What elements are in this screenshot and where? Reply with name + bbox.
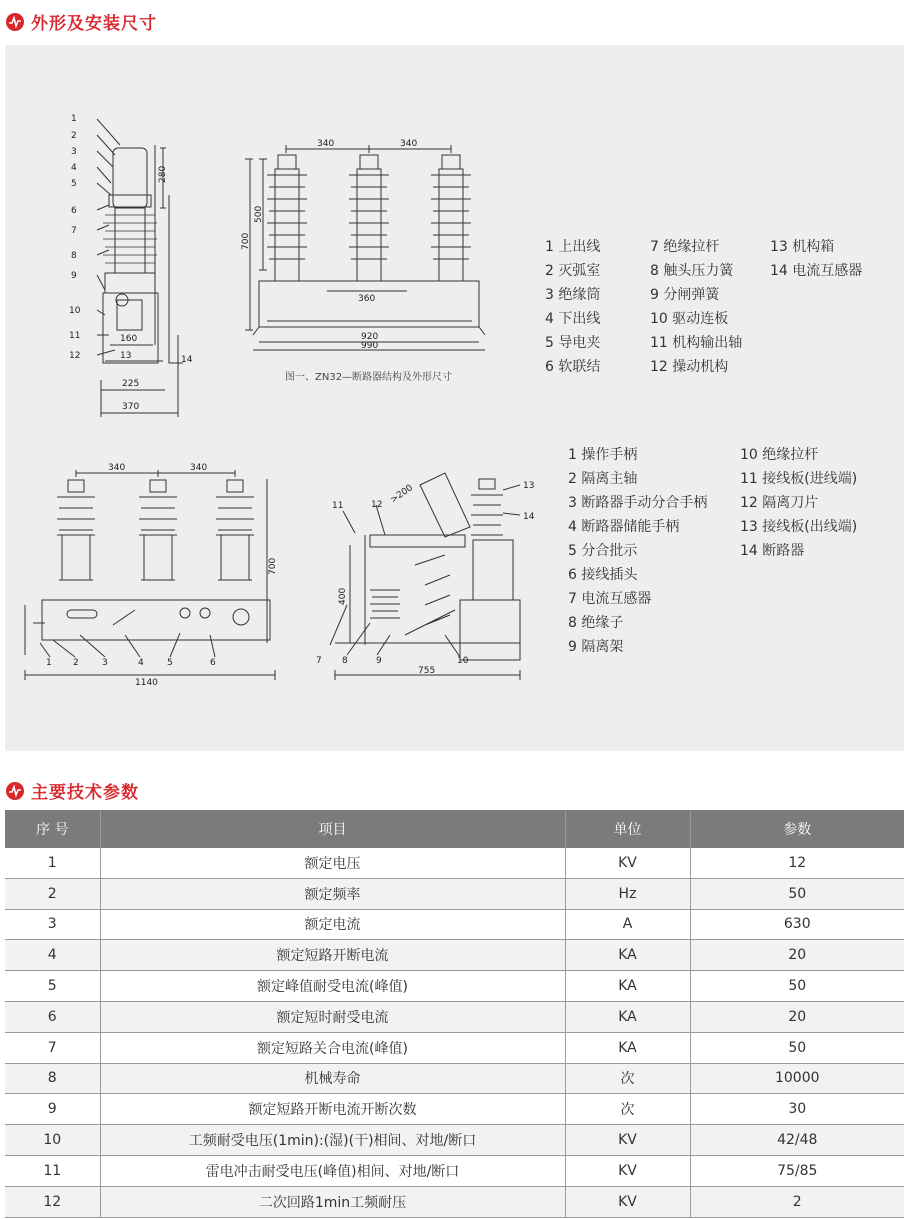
table-row <box>5 971 904 1002</box>
table-row <box>5 940 904 971</box>
fig4-dim: 755 <box>418 666 436 676</box>
fig1-label: 9 <box>71 271 77 281</box>
fig2-dim: 340 <box>400 139 418 149</box>
fig4-label: 11 <box>332 501 344 511</box>
table-cell: 额定短路开断电流开断次数 <box>100 1094 565 1125</box>
legend-item: 8 绝缘子 <box>568 615 624 631</box>
legend-item: 14 断路器 <box>740 543 805 559</box>
legend-item: 7 绝缘拉杆 <box>650 239 720 255</box>
table-cell: 2 <box>690 1186 904 1217</box>
table-row <box>5 909 904 940</box>
legend-item: 3 断路器手动分合手柄 <box>568 495 708 511</box>
fig3-label: 5 <box>167 658 173 668</box>
table-row <box>5 1032 904 1063</box>
legend-item: 4 下出线 <box>545 311 601 327</box>
table-cell: 6 <box>5 1001 100 1032</box>
fig3-label: 1 <box>46 658 52 668</box>
legend-item: 11 接线板(进线端) <box>740 471 858 487</box>
table-row <box>5 848 904 878</box>
fig1-label: 8 <box>71 251 77 261</box>
table-cell: KA <box>565 1001 690 1032</box>
fig4-dim: 400 <box>338 587 348 605</box>
table-cell: 雷电冲击耐受电压(峰值)相间、对地/断口 <box>100 1155 565 1186</box>
fig1-label: 14 <box>181 355 193 365</box>
table-cell: 额定短时耐受电流 <box>100 1001 565 1032</box>
section-header-dimensions <box>6 9 157 34</box>
legend-item: 4 断路器储能手柄 <box>568 519 680 535</box>
column-header: 项目 <box>100 810 565 848</box>
fig2-dim: 920 <box>361 332 379 342</box>
table-cell: 30 <box>690 1094 904 1125</box>
legend-item: 11 机构输出轴 <box>650 335 743 351</box>
legend-item: 1 操作手柄 <box>568 447 638 463</box>
figure-caption: 图一、ZN32—断路器结构及外形尺寸 <box>285 372 453 383</box>
fig3-label: 6 <box>210 658 216 668</box>
fig1-label: 3 <box>71 147 77 157</box>
table-cell: 额定频率 <box>100 878 565 909</box>
fig3-label: 2 <box>73 658 79 668</box>
fig1-label: 4 <box>71 163 77 173</box>
legend-item: 12 隔离刀片 <box>740 495 819 511</box>
fig1-label: 11 <box>69 331 81 341</box>
table-cell: 20 <box>690 1001 904 1032</box>
table-cell: 10 <box>5 1125 100 1156</box>
legend-item: 13 接线板(出线端) <box>740 519 858 535</box>
pulse-icon <box>6 13 24 31</box>
table-cell: 工频耐受电压(1min):(湿)(干)相间、对地/断口 <box>100 1125 565 1156</box>
table-row <box>5 1094 904 1125</box>
section-title: 外形及安装尺寸 <box>31 14 157 34</box>
table-cell: 75/85 <box>690 1155 904 1186</box>
legend-item: 5 分合批示 <box>568 543 638 559</box>
fig4-label: 14 <box>523 512 535 522</box>
figure-front-view <box>245 145 485 350</box>
fig1-label: 7 <box>71 226 77 236</box>
table-cell: 8 <box>5 1063 100 1094</box>
figure-side-view <box>97 119 183 417</box>
table-cell: KA <box>565 940 690 971</box>
fig4-label: 8 <box>342 656 348 666</box>
table-row <box>5 878 904 909</box>
legend-item: 2 隔离主轴 <box>568 471 638 487</box>
column-header: 参数 <box>690 810 904 848</box>
table-cell: 额定短路关合电流(峰值) <box>100 1032 565 1063</box>
legend-item: 1 上出线 <box>545 239 601 255</box>
fig3-dim: 700 <box>268 557 278 575</box>
table-cell: 4 <box>5 940 100 971</box>
fig2-dim: 360 <box>358 294 376 304</box>
fig4-label: 9 <box>376 656 382 666</box>
table-cell: 次 <box>565 1094 690 1125</box>
fig4-dim: >200 <box>388 483 415 506</box>
fig2-dim: 340 <box>317 139 335 149</box>
fig1-dim: 370 <box>122 402 140 412</box>
table-cell: A <box>565 909 690 940</box>
legend-item: 12 操动机构 <box>650 359 729 375</box>
table-row <box>5 1001 904 1032</box>
legend-item: 10 绝缘拉杆 <box>740 447 819 463</box>
section-header-parameters <box>6 778 139 803</box>
table-cell: 额定电压 <box>100 848 565 878</box>
fig1-dim: 225 <box>122 379 140 389</box>
fig1-label: 10 <box>69 306 81 316</box>
table-header-row <box>5 810 904 848</box>
table-cell: 7 <box>5 1032 100 1063</box>
table-cell: KV <box>565 848 690 878</box>
table-cell: 1 <box>5 848 100 878</box>
legend-isolator <box>568 443 898 663</box>
figure-isolator-side <box>330 473 520 680</box>
table-cell: KV <box>565 1155 690 1186</box>
table-cell: KV <box>565 1186 690 1217</box>
fig1-label: 6 <box>71 206 77 216</box>
fig1-label: 1 <box>71 114 77 124</box>
legend-item: 13 机构箱 <box>770 239 835 255</box>
table-cell: KA <box>565 1032 690 1063</box>
table-cell: 9 <box>5 1094 100 1125</box>
fig3-dim: 340 <box>108 463 126 473</box>
legend-item: 7 电流互感器 <box>568 591 652 607</box>
table-cell: 50 <box>690 1032 904 1063</box>
table-cell: 额定短路开断电流 <box>100 940 565 971</box>
fig4-label: 10 <box>457 656 469 666</box>
table-cell: 2 <box>5 878 100 909</box>
legend-item: 10 驱动连板 <box>650 311 729 327</box>
legend-item: 14 电流互感器 <box>770 263 863 279</box>
table-cell: KV <box>565 1125 690 1156</box>
table-cell: 20 <box>690 940 904 971</box>
legend-item: 3 绝缘筒 <box>545 287 601 303</box>
table-cell: 二次回路1min工频耐压 <box>100 1186 565 1217</box>
table-cell: 50 <box>690 878 904 909</box>
table-row <box>5 1063 904 1094</box>
table-cell: 50 <box>690 971 904 1002</box>
legend-item: 2 灭弧室 <box>545 263 601 279</box>
table-cell: 10000 <box>690 1063 904 1094</box>
column-header: 序 号 <box>5 810 100 848</box>
table-cell: 12 <box>690 848 904 878</box>
legend-item: 9 隔离架 <box>568 639 624 655</box>
fig2-dim: 500 <box>254 205 264 223</box>
table-cell: 11 <box>5 1155 100 1186</box>
fig3-dim: 340 <box>190 463 208 473</box>
fig2-dim: 700 <box>241 232 251 250</box>
fig4-label: 12 <box>371 500 383 510</box>
legend-item: 8 触头压力簧 <box>650 263 734 279</box>
table-cell: 机械寿命 <box>100 1063 565 1094</box>
table-row <box>5 1186 904 1217</box>
pulse-icon <box>6 782 24 800</box>
fig3-dim: 1140 <box>135 678 158 688</box>
fig1-label: 2 <box>71 131 77 141</box>
table-cell: 12 <box>5 1186 100 1217</box>
legend-item: 9 分闸弹簧 <box>650 287 720 303</box>
table-row <box>5 1125 904 1156</box>
figure-isolator-front <box>25 470 275 680</box>
fig1-label: 12 <box>69 351 81 361</box>
table-cell: 3 <box>5 909 100 940</box>
fig1-dim: 160 <box>120 334 138 344</box>
drawing-panel <box>5 45 904 751</box>
table-cell: 42/48 <box>690 1125 904 1156</box>
table-cell: 额定电流 <box>100 909 565 940</box>
table-row <box>5 1155 904 1186</box>
table-cell: 次 <box>565 1063 690 1094</box>
legend-item: 6 接线插头 <box>568 567 638 583</box>
fig1-dim: 280 <box>158 165 168 183</box>
fig4-label: 7 <box>316 656 322 666</box>
section-title: 主要技术参数 <box>31 783 139 803</box>
fig1-dim: 13 <box>120 351 132 361</box>
table-cell: 额定峰值耐受电流(峰值) <box>100 971 565 1002</box>
fig4-label: 13 <box>523 481 535 491</box>
legend-item: 6 软联结 <box>545 359 601 375</box>
table-cell: 630 <box>690 909 904 940</box>
legend-structure <box>545 235 890 385</box>
fig3-label: 3 <box>102 658 108 668</box>
table-cell: Hz <box>565 878 690 909</box>
table-cell: 5 <box>5 971 100 1002</box>
column-header: 单位 <box>565 810 690 848</box>
fig3-label: 4 <box>138 658 144 668</box>
table-cell: KA <box>565 971 690 1002</box>
legend-item: 5 导电夹 <box>545 335 601 351</box>
fig1-label: 5 <box>71 179 77 189</box>
parameters-table <box>5 810 904 1218</box>
fig2-dim: 990 <box>361 341 379 351</box>
